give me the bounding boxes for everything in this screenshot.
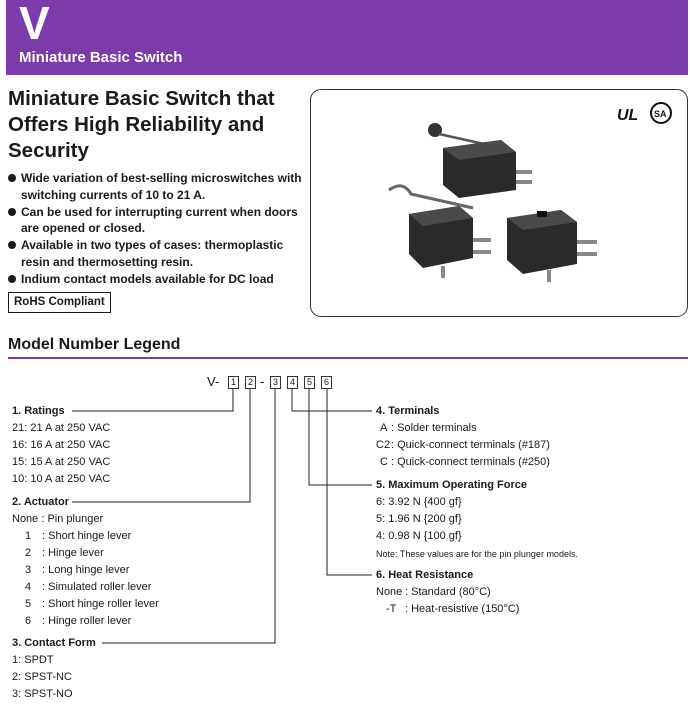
actuator-desc: : Simulated roller lever (42, 581, 152, 593)
rating-item: 21: 21 A at 250 VAC (12, 422, 111, 434)
actuator-desc: : Hinge roller lever (42, 615, 132, 627)
actuator-desc: : Hinge lever (42, 547, 104, 559)
force-item: 4: 0.98 N {100 gf} (376, 530, 462, 542)
contact-item: 3: SPST-NO (12, 688, 73, 700)
code-dash: - (260, 374, 265, 389)
terminal-code: C2 (376, 439, 391, 451)
contact-item: 1: SPDT (12, 654, 54, 666)
rating-item: 15: 15 A at 250 VAC (12, 456, 111, 468)
actuator-code: 6 (25, 615, 32, 627)
force-item: 6: 3.92 N {400 gf} (376, 496, 462, 508)
feature-item: Can be used for interrupting current when doors are opened or closed. (8, 204, 310, 238)
heat-desc: : Heat-resistive (150°C) (405, 603, 520, 615)
rating-item: 16: 16 A at 250 VAC (12, 439, 111, 451)
code-box-2: 2 (245, 376, 256, 389)
force-note: Note: These values are for the pin plunger models. (376, 549, 578, 559)
contact-heading: 3. Contact Form (12, 637, 96, 649)
heat-heading: 6. Heat Resistance (376, 569, 474, 581)
actuator-code: 2 (25, 547, 32, 559)
ratings-heading: 1. Ratings (12, 405, 65, 417)
rohs-badge: RoHS Compliant (8, 292, 111, 313)
heat-desc: : Standard (80°C) (405, 586, 491, 598)
heat-code: None (376, 586, 403, 598)
contact-item: 2: SPST-NC (12, 671, 72, 683)
terminal-desc: : Quick-connect terminals (#250) (391, 456, 550, 468)
svg-text:UL: UL (617, 107, 639, 124)
terminal-desc: : Quick-connect terminals (#187) (391, 439, 550, 451)
actuator-item: None : Pin plunger (12, 513, 104, 525)
code-box-6: 6 (321, 376, 332, 389)
feature-item: Indium contact models available for DC load (8, 271, 310, 288)
feature-item: Wide variation of best-selling microswitches with switching currents of 10 to 21 A. (8, 170, 310, 204)
series-subtitle: Miniature Basic Switch (19, 49, 183, 66)
actuator-code: 1 (25, 530, 32, 542)
page-headline: Miniature Basic Switch that Offers High Reliability and Security (8, 87, 275, 162)
force-item: 5: 1.96 N {200 gf} (376, 513, 462, 525)
terminals-heading: 4. Terminals (376, 405, 440, 417)
heat-code: -T (386, 603, 397, 615)
actuator-desc: : Long hinge lever (42, 564, 130, 576)
actuator-code: 3 (25, 564, 32, 576)
actuator-desc: : Short hinge roller lever (42, 598, 159, 610)
terminal-code: A (380, 422, 388, 434)
actuator-heading: 2. Actuator (12, 496, 70, 508)
code-box-3: 3 (270, 376, 281, 389)
actuator-code: 4 (25, 581, 32, 593)
code-prefix: V- (207, 374, 220, 389)
terminal-code: C (380, 456, 388, 468)
series-letter: V (19, 0, 50, 49)
code-box-1: 1 (228, 376, 239, 389)
svg-text:SA: SA (654, 109, 667, 119)
terminal-desc: : Solder terminals (391, 422, 477, 434)
code-box-5: 5 (304, 376, 315, 389)
code-box-4: 4 (287, 376, 298, 389)
feature-item: Available in two types of cases: thermoplastic resin and thermosetting resin. (8, 237, 310, 271)
section-title: Model Number Legend (8, 336, 181, 353)
force-heading: 5. Maximum Operating Force (376, 479, 527, 491)
actuator-desc: : Short hinge lever (42, 530, 132, 542)
actuator-code: 5 (25, 598, 32, 610)
rating-item: 10: 10 A at 250 VAC (12, 473, 111, 485)
